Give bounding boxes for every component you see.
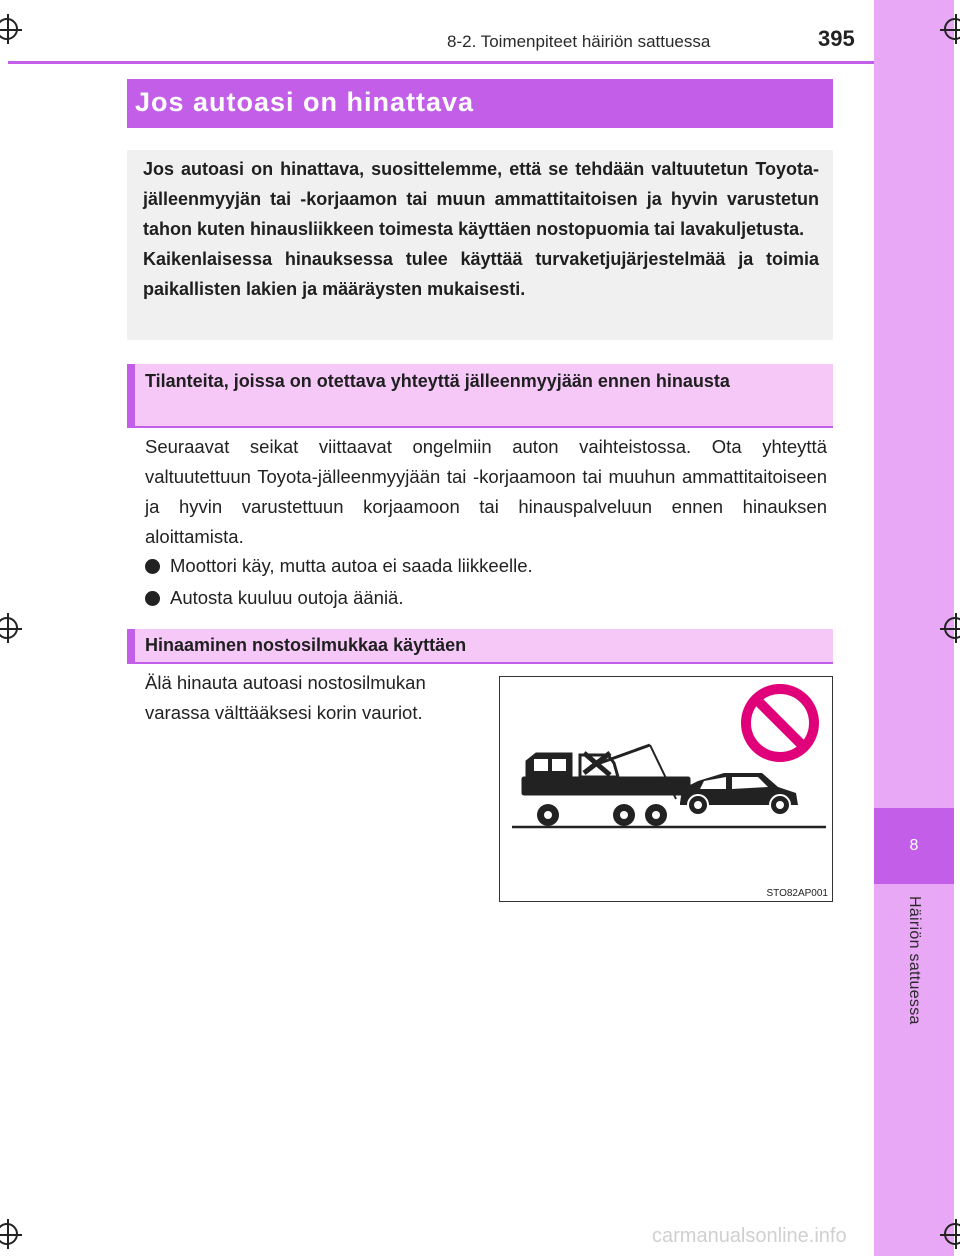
prohibition-icon [746, 689, 814, 757]
list-item-text: Moottori käy, mutta autoa ei saada liikkeelle. [170, 555, 533, 576]
page-title-bar [127, 79, 833, 128]
figure-code: STO82AP001 [766, 888, 828, 899]
side-tab-label [874, 896, 954, 1046]
intro-paragraph: Kaikenlaisessa hinauksessa tulee käyttää turvaketjujärjestelmää ja toimia paikallisten lakien ja määräysten mukaisesti. [143, 249, 819, 299]
intro-box [127, 150, 833, 340]
registration-mark-icon [0, 1223, 18, 1245]
side-tab-chapter-number: 8 [874, 808, 954, 884]
section-body-text: Seuraavat seikat viittaavat ongelmiin auton vaihteistossa. Ota yhteyttä valtuutettuun Toyota-jälleenmyyjään tai -korjaamoon tai muuhun ammattitaitoiseen ja hyvin varustettuun korjaamoon tai hinauspalveluun ennen hinauksen aloittamista. [145, 436, 827, 547]
list-item-text: Autosta kuuluu outoja ääniä. [170, 587, 404, 608]
tow-truck-icon [522, 745, 690, 799]
list-item [145, 551, 533, 581]
page-number: 395 [818, 26, 855, 51]
list-item [145, 583, 403, 613]
wheel-icon [537, 804, 667, 826]
header-section-title: 8-2. Toimenpiteet häiriön sattuessa [447, 32, 711, 51]
watermark: carmanualsonline.info [652, 1225, 847, 1247]
registration-mark-icon [944, 617, 960, 639]
section-heading [127, 629, 833, 664]
bullet-icon [145, 591, 160, 606]
section-body-text: Älä hinauta autoasi nostosilmukan varassa välttääksesi korin vauriot. [145, 672, 426, 723]
registration-mark-icon [944, 18, 960, 40]
side-tab-label-text: Häiriön sattuessa [906, 896, 923, 1025]
registration-mark-icon [0, 18, 18, 40]
bullet-icon [145, 559, 160, 574]
registration-mark-icon [0, 617, 18, 639]
car-icon [680, 773, 798, 815]
header-rule [8, 61, 874, 64]
section-heading-text: Tilanteita, joissa on otettava yhteyttä jälleenmyyjään ennen hinausta [145, 371, 730, 391]
tow-truck-illustration [499, 676, 833, 902]
intro-paragraph: Jos autoasi on hinattava, suosittelemme, että se tehdään valtuutetun Toyota-jälleenmyyjän tai -korjaamon tai muun ammattitaitoisen ja hyvin varustetun tahon kuten hinausliikkeen toimesta käyttäen nostopuomia tai lavakuljetusta. [143, 159, 819, 239]
registration-mark-icon [944, 1223, 960, 1245]
page-title: Jos autoasi on hinattava [135, 87, 475, 117]
section-heading-text: Hinaaminen nostosilmukkaa käyttäen [145, 635, 467, 655]
section-heading [127, 364, 833, 428]
tow-truck-illustration-svg [500, 677, 832, 901]
